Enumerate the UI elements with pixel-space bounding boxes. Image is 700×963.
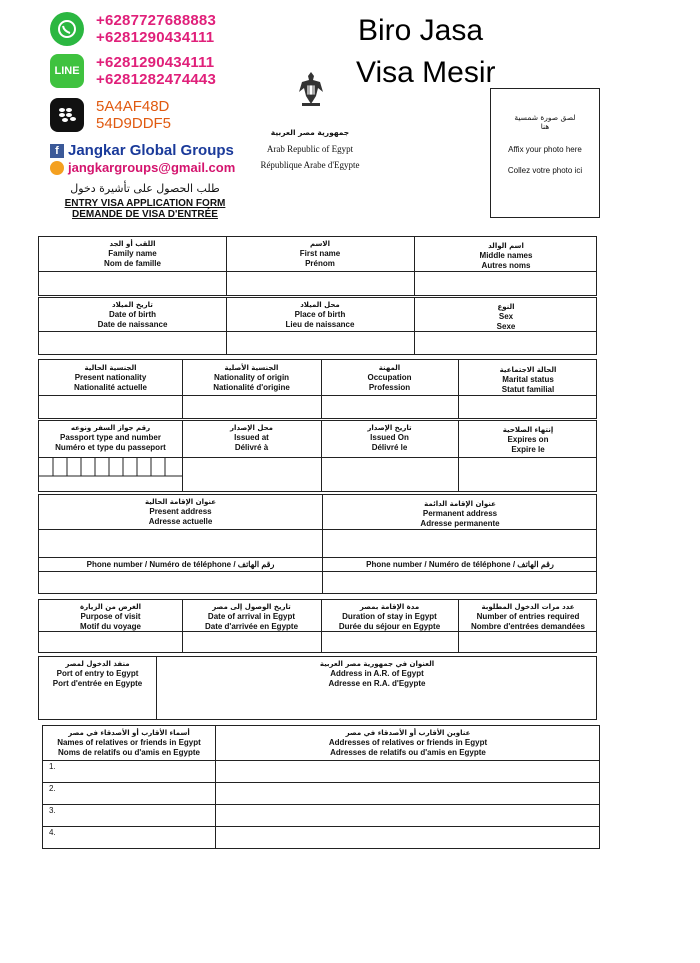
number-of-entries-label: عدد مرات الدخول المطلوبة Number of entries required Nombre d'entrées demandées bbox=[471, 603, 585, 631]
contact-row-bbm bbox=[50, 98, 171, 132]
relatives-addresses-label: عناوين الأقارب أو الأصدقاء في مصر Addresses of relatives or friends in Egypt Adresses de relatifs ou d'amis en Egypte bbox=[328, 729, 488, 757]
address-in-egypt-label: العنوان في جمهورية مصر العربية Address in A.R. of Egypt Adresse en R.A. d'Egypte bbox=[319, 660, 435, 688]
email-address[interactable]: jangkargroups@gmail.com bbox=[68, 160, 236, 175]
marital-status-label: الحالة الاجتماعية Marital status Statut familial bbox=[499, 366, 557, 394]
email-icon bbox=[50, 161, 64, 175]
place-of-birth-field[interactable] bbox=[226, 332, 414, 354]
permanent-phone-label: Phone number / Numéro de téléphone / رقم الهاتف bbox=[366, 560, 554, 569]
number-of-entries-field[interactable] bbox=[458, 632, 598, 652]
blackberry-icon bbox=[50, 98, 84, 132]
phone-number[interactable]: +6287727688883 bbox=[96, 12, 217, 29]
header-arabic: جمهورية مصر العربية bbox=[270, 128, 350, 137]
phone-number[interactable]: +6281290434111 bbox=[96, 29, 215, 46]
relative-row-number: 4. bbox=[49, 828, 56, 837]
contact-banner bbox=[50, 8, 246, 176]
purpose-of-visit-field[interactable] bbox=[39, 632, 182, 652]
expires-on-label: إنتهاء الصلاحية Expires on Expire le bbox=[502, 426, 554, 454]
duration-of-stay-field[interactable] bbox=[321, 632, 458, 652]
form-title bbox=[55, 198, 235, 220]
date-of-arrival-label: تاريخ الوصول إلى مصر Date of arrival in Egypt Date d'arrivée en Egypte bbox=[204, 603, 299, 631]
port-of-entry-label: منفذ الدخول لمصر Port of entry to Egypt Port d'entrée en Egypte bbox=[52, 660, 143, 688]
contact-row-email bbox=[50, 160, 235, 175]
facebook-icon: f bbox=[50, 144, 64, 158]
present-phone-label: Phone number / Numéro de téléphone / رقم الهاتف bbox=[86, 560, 275, 569]
date-of-birth-label: تاريخ الميلاد Date of birth Date de naissance bbox=[97, 301, 168, 329]
title-line-1: Biro Jasa bbox=[358, 14, 484, 47]
present-address-label: عنوان الإقامة الحالية Present address Adresse actuelle bbox=[144, 498, 217, 526]
line-label: LINE bbox=[54, 65, 80, 77]
bbm-pin: 5A4AF48D bbox=[96, 98, 170, 115]
section-passport bbox=[38, 420, 597, 492]
sex-field[interactable] bbox=[414, 332, 598, 354]
relative-name-field[interactable] bbox=[61, 805, 215, 826]
brand-name[interactable]: Jangkar Global Groups bbox=[68, 142, 234, 159]
contact-row-line bbox=[50, 54, 216, 88]
form-title-arabic: طلب الحصول على تأشيرة دخول bbox=[70, 182, 220, 195]
nationality-of-origin-field[interactable] bbox=[182, 396, 321, 418]
sex-label: النوع Sex Sexe bbox=[496, 303, 516, 331]
phone-number[interactable]: +6281282474443 bbox=[96, 71, 217, 88]
photo-box[interactable] bbox=[490, 88, 600, 218]
purpose-of-visit-label: الغرض من الزيارة Purpose of visit Motif du voyage bbox=[79, 603, 142, 631]
section-names bbox=[38, 236, 597, 296]
phone-number[interactable]: +6281290434111 bbox=[96, 54, 215, 71]
egypt-eagle-emblem bbox=[296, 70, 326, 113]
passport-number-field[interactable] bbox=[39, 458, 182, 491]
family-name-field[interactable] bbox=[39, 272, 226, 295]
middle-names-label: اسم الوالد Middle names Autres noms bbox=[479, 242, 533, 270]
relative-name-field[interactable] bbox=[61, 827, 215, 848]
relative-address-field[interactable] bbox=[215, 827, 601, 848]
relative-row-number: 3. bbox=[49, 806, 56, 815]
section-address bbox=[38, 494, 597, 594]
duration-of-stay-label: مدة الإقامة بمصر Duration of stay in Egypt Durée du séjour en Egypte bbox=[338, 603, 441, 631]
contact-row-facebook bbox=[50, 142, 234, 159]
relatives-names-label: أسماء الأقارب أو الأصدقاء في مصر Names of relatives or friends in Egypt Noms de relatifs ou d'amis en Egypte bbox=[57, 729, 201, 757]
nationality-of-origin-label: الجنسية الأصلية Nationality of origin Nationalité d'origine bbox=[213, 364, 290, 392]
present-nationality-field[interactable] bbox=[39, 396, 182, 418]
relative-name-field[interactable] bbox=[61, 783, 215, 804]
contact-row-whatsapp bbox=[50, 12, 216, 46]
photo-label-french: Collez votre photo ici bbox=[507, 166, 583, 175]
date-of-birth-field[interactable] bbox=[39, 332, 226, 354]
photo-label-english: Affix your photo here bbox=[508, 145, 582, 154]
section-visit bbox=[38, 599, 597, 653]
issued-on-field[interactable] bbox=[321, 458, 458, 491]
address-in-egypt-field[interactable] bbox=[156, 691, 598, 719]
issued-at-label: محل الإصدار Issued at Délivré à bbox=[230, 424, 273, 452]
section-port bbox=[38, 656, 597, 720]
section-relatives bbox=[42, 725, 600, 849]
header-french: République Arabe d'Egypte bbox=[260, 160, 360, 170]
present-address-field[interactable] bbox=[39, 530, 322, 556]
present-phone-field[interactable] bbox=[39, 572, 322, 593]
occupation-field[interactable] bbox=[321, 396, 458, 418]
permanent-phone-field[interactable] bbox=[322, 572, 598, 593]
passport-number-label: رقم جواز السفر ونوعه Passport type and number Numéro et type du passeport bbox=[55, 424, 166, 452]
port-of-entry-field[interactable] bbox=[39, 691, 156, 719]
first-name-field[interactable] bbox=[226, 272, 414, 295]
occupation-label: المهنة Occupation Profession bbox=[367, 364, 412, 392]
middle-names-field[interactable] bbox=[414, 272, 598, 295]
marital-status-field[interactable] bbox=[458, 396, 598, 418]
relative-address-field[interactable] bbox=[215, 761, 601, 782]
title-line-2: Visa Mesir bbox=[356, 56, 496, 89]
first-name-label: الاسم First name Prénom bbox=[299, 240, 341, 268]
present-nationality-label: الجنسية الحالية Present nationality Nationalité actuelle bbox=[74, 364, 147, 392]
relative-address-field[interactable] bbox=[215, 805, 601, 826]
date-of-arrival-field[interactable] bbox=[182, 632, 321, 652]
relative-row-number: 1. bbox=[49, 762, 56, 771]
photo-label-arabic: لصق صورة شمسية هنا bbox=[514, 113, 576, 131]
header-english: Arab Republic of Egypt bbox=[266, 144, 354, 154]
whatsapp-icon bbox=[50, 12, 84, 46]
relative-address-field[interactable] bbox=[215, 783, 601, 804]
relative-name-field[interactable] bbox=[61, 761, 215, 782]
form-title-english: ENTRY VISA APPLICATION FORM bbox=[64, 198, 226, 209]
permanent-address-field[interactable] bbox=[322, 530, 598, 556]
family-name-label: اللقب أو الجد Family name Nom de famille bbox=[104, 240, 161, 268]
section-nationality bbox=[38, 359, 597, 419]
issued-on-label: تاريخ الإصدار Issued On Délivré le bbox=[367, 424, 412, 452]
section-birth bbox=[38, 297, 597, 355]
issued-at-field[interactable] bbox=[182, 458, 321, 491]
permanent-address-label: عنوان الإقامة الدائمة Permanent address Adresse permanente bbox=[420, 500, 500, 528]
line-icon bbox=[50, 54, 84, 88]
place-of-birth-label: محل الميلاد Place of birth Lieu de naissance bbox=[285, 301, 355, 329]
relative-row-number: 2. bbox=[49, 784, 56, 793]
bbm-pin: 54D9DDF5 bbox=[96, 115, 172, 132]
expires-on-field[interactable] bbox=[458, 458, 598, 491]
form-title-french: DEMANDE DE VISA D'ENTRÉE bbox=[72, 209, 218, 220]
